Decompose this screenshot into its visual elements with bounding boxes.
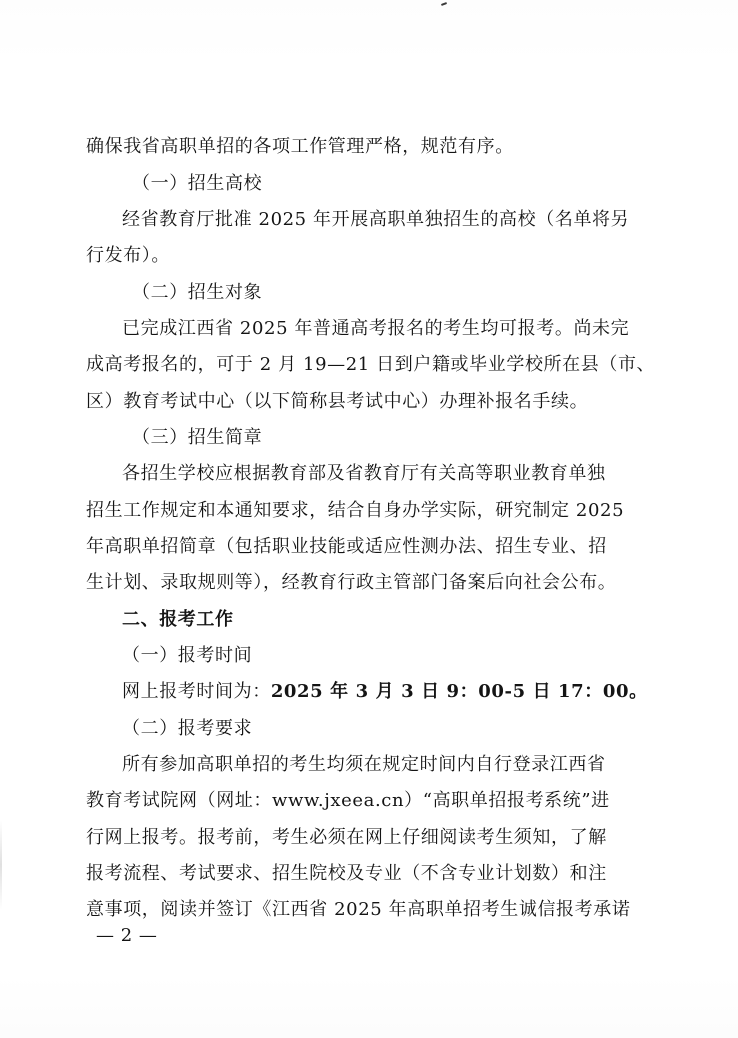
body-line-13: 行网上报考。报考前，考生必须在网上仔细阅读考生须知，了解 (86, 827, 607, 848)
body-line-4: 已完成江西省 2025 年普通高考报名的考生均可报考。尚未完 (122, 318, 630, 339)
scan-edge-shadow (0, 820, 2, 910)
section-heading-time: （一）报考时间 (122, 645, 253, 666)
body-line-3: 行发布）。 (86, 245, 170, 266)
page-number: — 2 — (96, 925, 158, 946)
body-line-6: 区）教育考试中心（以下简称县考试中心）办理补报名手续。 (86, 391, 589, 412)
body-line-10: 生计划、录取规则等），经教育行政主管部门备案后向社会公布。 (86, 572, 617, 593)
section-heading-brochure: （三）招生简章 (132, 427, 263, 448)
body-line-8: 招生工作规定和本通知要求，结合自身办学实际，研究制定 2025 (86, 500, 625, 521)
body-line-12: 教育考试院网（网址：www.jxeea.cn）“高职单招报考系统”进 (86, 790, 610, 811)
registration-time-label: 网上报考时间为： (122, 681, 271, 702)
section-heading-schools: （一）招生高校 (132, 173, 263, 194)
body-line-1: 确保我省高职单招的各项工作管理严格，规范有序。 (86, 136, 514, 157)
body-line-2: 经省教育厅批准 2025 年开展高职单独招生的高校（名单将另 (122, 209, 630, 230)
scan-mark (441, 2, 447, 6)
registration-time-value: 2025 年 3 月 3 日 9：00-5 日 17：00。 (270, 681, 648, 702)
body-line-11: 所有参加高职单招的考生均须在规定时间内自行登录江西省 (122, 754, 606, 775)
registration-time-line (122, 680, 648, 704)
body-line-9: 年高职单招简章（包括职业技能或适应性测办法、招生专业、招 (86, 536, 607, 557)
body-line-14: 报考流程、考试要求、招生院校及专业（不含专业计划数）和注 (86, 863, 607, 884)
body-line-15: 意事项，阅读并签订《江西省 2025 年高职单招考生诚信报考承诺 (86, 899, 631, 920)
section-heading-requirements: （二）报考要求 (122, 718, 253, 739)
chapter-heading-registration: 二、报考工作 (122, 609, 234, 630)
body-line-5: 成高考报名的，可于 2 月 19—21 日到户籍或毕业学校所在县（市、 (86, 354, 656, 375)
body-line-7: 各招生学校应根据教育部及省教育厅有关高等职业教育单独 (122, 463, 606, 484)
section-heading-applicants: （二）招生对象 (132, 282, 263, 303)
